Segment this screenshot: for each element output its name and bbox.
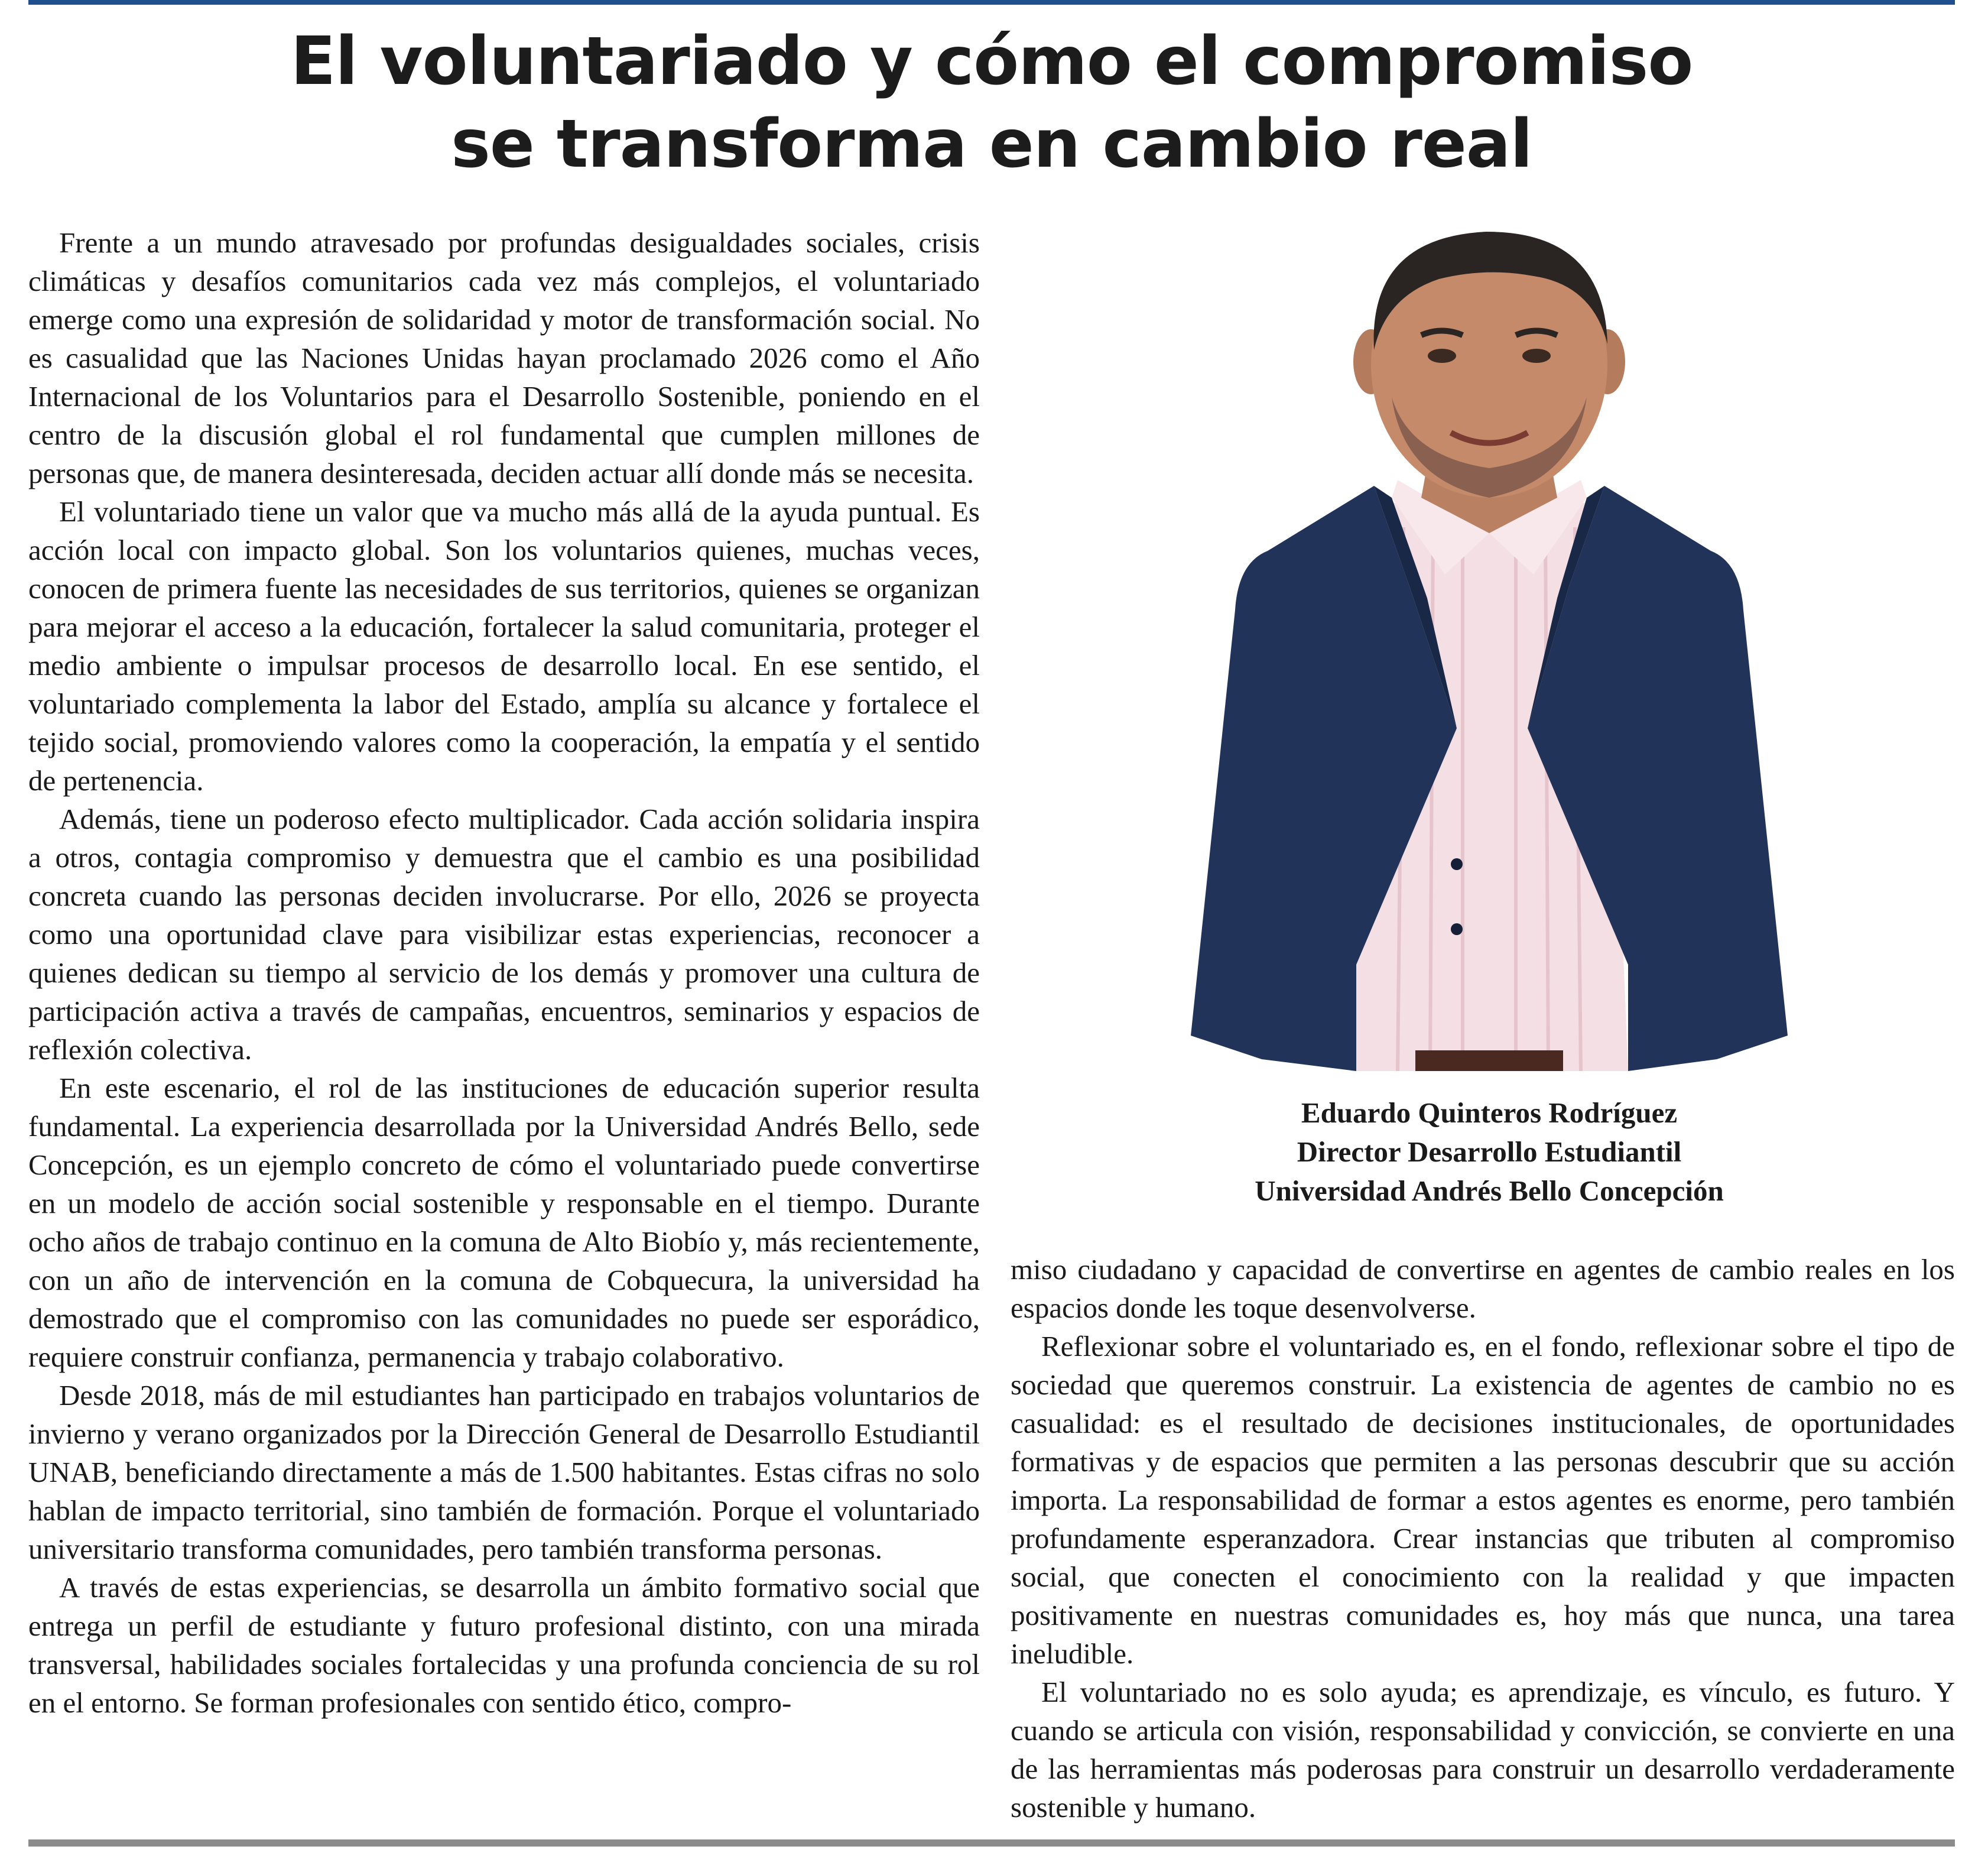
headline-line-1: El voluntariado y cómo el compromiso (290, 23, 1693, 100)
bottom-rule (28, 1839, 1955, 1847)
portrait-illustration (1179, 220, 1799, 1071)
caption-name: Eduardo Quinteros Rodríguez (1301, 1096, 1678, 1129)
headline-line-2: se transforma en cambio real (451, 106, 1532, 183)
paragraph: A través de estas experiencias, se desarrolla un ámbito formativo social que entrega un perfil de estudiante y futuro profesional distinto, con una mirada transversal, habilidades sociales fortalecidas y una profunda conciencia de su rol en el entorno. Se forman profesionales con sentido ético, compro- (28, 1571, 980, 1719)
author-portrait (1179, 220, 1799, 1071)
paragraph: Además, tiene un poderoso efecto multiplicador. Cada acción solidaria inspira a otros, contagia compromiso y demuestra que el cambio es una posibilidad concreta cuando las personas deciden involucrarse. Por ello, 2026 se proyecta como una oportunidad clave para visibilizar estas experiencias, reconocer a quienes dedican su tiempo al servicio de los demás y promover una cultura de participación activa a través de campañas, encuentros, seminarios y espacios de reflexión colectiva. (28, 803, 980, 1066)
headline (28, 20, 1955, 186)
paragraph: Reflexionar sobre el voluntariado es, en el fondo, reflexionar sobre el tipo de sociedad que queremos construir. La existencia de agentes de cambio no es casualidad: es el resultado de decisiones institucionales, de oportunidades formativas y de espacios que permiten a las personas descubrir que su acción importa. La responsabilidad de formar a estos agentes es enorme, pero también profundamente esperanzadora. Crear instancias que tributen al compromiso social, que conecten el conocimiento con la realidad y que impacten positivamente en nuestras comunidades es, hoy más que nunca, una tarea ineludible. (1011, 1330, 1955, 1670)
left-column (28, 223, 980, 1722)
paragraph: Desde 2018, más de mil estudiantes han participado en trabajos voluntarios de invierno y verano organizados por la Dirección General de Desarrollo Estudiantil UNAB, beneficiando directamente a más de 1.500 habitantes. Estas cifras no solo hablan de impacto territorial, sino también de formación. Porque el voluntariado universitario transforma comunidades, pero también transforma personas. (28, 1379, 980, 1565)
photo-caption (1123, 1094, 1856, 1211)
caption-role: Director Desarrollo Estudiantil (1297, 1135, 1682, 1168)
top-rule (28, 0, 1955, 5)
caption-institution: Universidad Andrés Bello Concepción (1255, 1174, 1724, 1207)
paragraph-continuation: miso ciudadano y capacidad de convertirse en agentes de cambio reales en los espacios donde les toque desenvolverse. (1011, 1253, 1955, 1324)
paragraph: Frente a un mundo atravesado por profundas desigualdades sociales, crisis climáticas y desafíos comunitarios cada vez más complejos, el voluntariado emerge como una expresión de solidaridad y motor de transformación social. No es casualidad que las Naciones Unidas hayan proclamado 2026 como el Año Internacional de los Voluntarios para el Desarrollo Sostenible, poniendo en el centro de la discusión global el rol fundamental que cumplen millones de personas que, de manera desinteresada, deciden actuar allí donde más se necesita. (28, 226, 980, 489)
right-column (1011, 1250, 1955, 1826)
paragraph: El voluntariado no es solo ayuda; es aprendizaje, es vínculo, es futuro. Y cuando se articula con visión, responsabilidad y convicción, se convierte en una de las herramientas más poderosas para construir un desarrollo verdaderamente sostenible y humano. (1011, 1676, 1955, 1823)
paragraph: El voluntariado tiene un valor que va mucho más allá de la ayuda puntual. Es acción local con impacto global. Son los voluntarios quienes, muchas veces, conocen de primera fuente las necesidades de sus territorios, quienes se organizan para mejorar el acceso a la educación, fortalecer la salud comunitaria, proteger el medio ambiente o impulsar procesos de desarrollo local. En ese sentido, el voluntariado complementa la labor del Estado, amplía su alcance y fortalece el tejido social, promoviendo valores como la cooperación, la empatía y el sentido de pertenencia. (28, 495, 980, 797)
paragraph: En este escenario, el rol de las instituciones de educación superior resulta fundamental. La experiencia desarrollada por la Universidad Andrés Bello, sede Concepción, es un ejemplo concreto de cómo el voluntariado puede convertirse en un modelo de acción social sostenible y responsable en el tiempo. Durante ocho años de trabajo continuo en la comuna de Alto Biobío y, más recientemente, con un año de intervención en la comuna de Cobquecura, la universidad ha demostrado que el compromiso con las comunidades no puede ser esporádico, requiere construir confianza, permanencia y trabajo colaborativo. (28, 1072, 980, 1373)
